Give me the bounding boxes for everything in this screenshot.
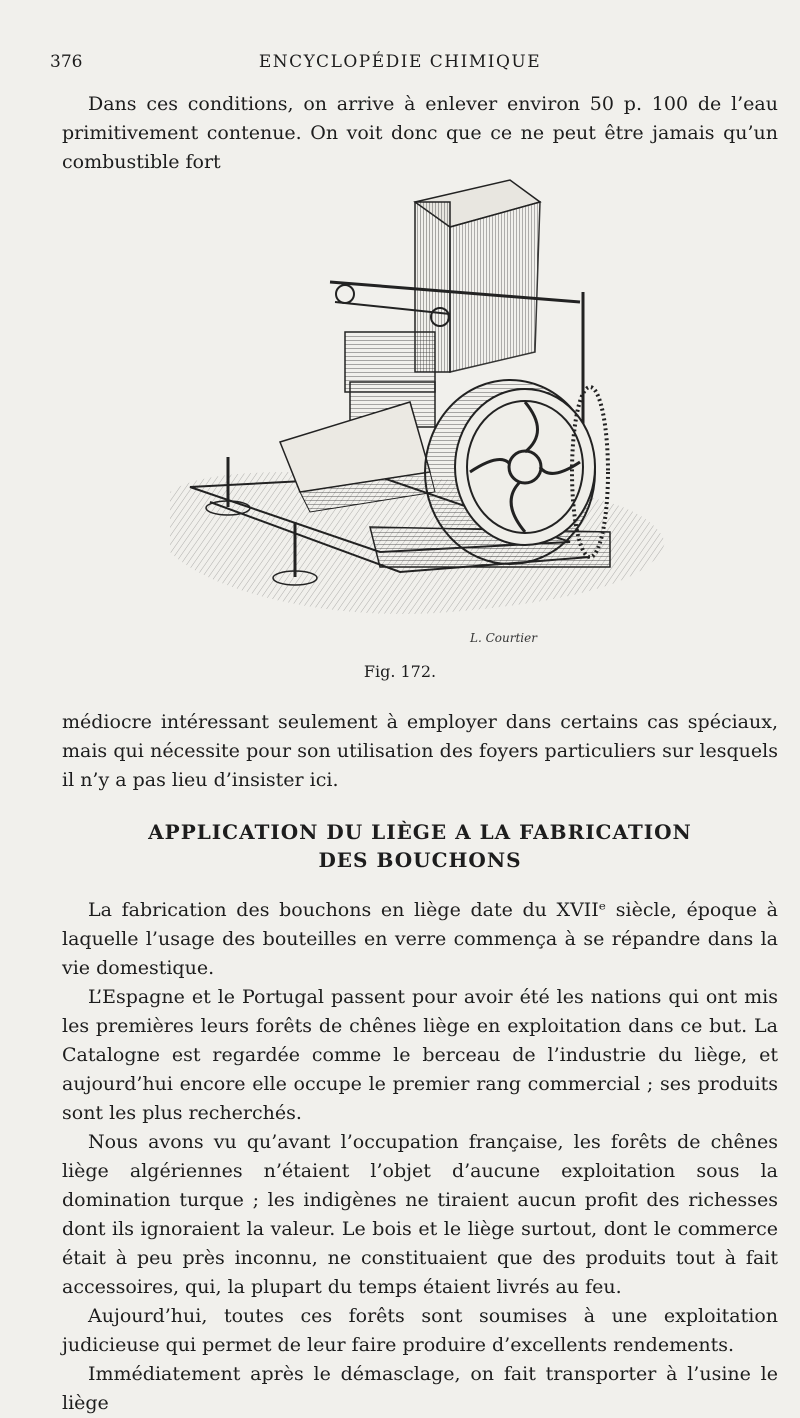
page-number: 376	[50, 52, 83, 72]
after-figure-paragraph: médiocre intéressant seulement à employer dans certains cas spéciaux, mais qui nécessite pour son utilisation des foyers particuliers sur lesquels il n’y a pas lieu d’insister ici.	[62, 711, 778, 791]
section-title-line-1: APPLICATION DU LIÈGE A LA FABRICATION	[148, 820, 692, 844]
paragraph: Aujourd’hui, toutes ces forêts sont soumises à une exploitation judicieuse qui permet de leur faire produire d’excellents rendements.	[62, 1305, 778, 1356]
top-paragraph: Dans ces conditions, on arrive à enlever environ 50 p. 100 de l’eau primitivement contenue. On voit donc que ce ne peut être jamais qu’un combustible fort	[62, 93, 778, 173]
section-title	[62, 818, 778, 874]
paragraph: La fabrication des bouchons en liège date du XVIIᵉ siècle, époque à laquelle l’usage des bouteilles en verre commença à se répandre dans la vie domestique.	[62, 899, 778, 979]
engraver-signature: L. Courtier	[470, 631, 537, 642]
after-figure-block	[62, 708, 778, 795]
top-paragraph-block	[62, 90, 778, 177]
section-title-line-2: DES BOUCHONS	[318, 848, 522, 872]
paragraph: Nous avons vu qu’avant l’occupation française, les forêts de chênes liège algériennes n’étaient l’objet d’aucune exploitation sous la domination turque ; les indigènes ne tiraient aucun profit des richesses dont ils ignoraient la valeur. Le bois et le liège surtout, dont le commerce était à peu près inconnu, ne constituaient que des produits tout à fait accessoires, qui, la plupart du temps étaient livrés au feu.	[62, 1131, 778, 1298]
paragraph: L’Espagne et le Portugal passent pour avoir été les nations qui ont mis les premières leurs forêts de chênes liège en exploitation dans ce but. La Catalogne est regardée comme le berceau de l’industrie du liège, et aujourd’hui encore elle occupe le premier rang commercial ; ses produits sont les plus recherchés.	[62, 986, 778, 1124]
figure-caption: Fig. 172.	[363, 662, 437, 681]
page-header	[50, 52, 750, 78]
machine-engraving	[150, 172, 670, 642]
paragraph: Immédiatement après le démasclage, on fait transporter à l’usine le liège	[62, 1363, 778, 1414]
running-title: ENCYCLOPÉDIE CHIMIQUE	[258, 52, 542, 72]
body-text	[62, 896, 778, 1418]
